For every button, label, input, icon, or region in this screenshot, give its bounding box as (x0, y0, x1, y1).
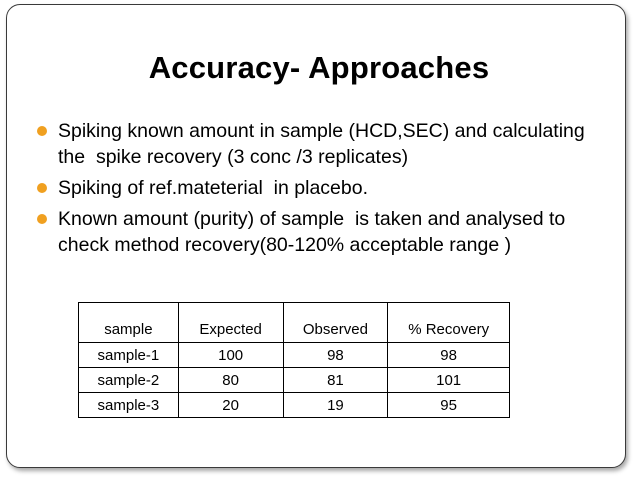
table-cell: 80 (178, 368, 283, 393)
bullet-dot-icon (37, 183, 47, 193)
table-header-row (79, 303, 510, 343)
table-cell: 95 (388, 393, 510, 418)
table-cell: sample-1 (79, 343, 179, 368)
table-cell: 98 (388, 343, 510, 368)
table-row (79, 393, 510, 418)
bullet-item (36, 175, 596, 201)
table-cell: sample-2 (79, 368, 179, 393)
bullet-dot-icon (37, 126, 47, 136)
bullet-text: Spiking of ref.mateterial in placebo. (58, 177, 369, 199)
table-cell: sample-3 (79, 393, 179, 418)
column-header-recovery: % Recovery (388, 303, 510, 343)
column-header-sample: sample (79, 303, 179, 343)
table-row (79, 368, 510, 393)
table-cell: 100 (178, 343, 283, 368)
bullet-text: Spiking known amount in sample (HCD,SEC) and calculating the spike recovery (3 conc /3 replicates) (58, 120, 591, 168)
slide-title: Accuracy- Approaches (148, 50, 490, 85)
column-header-expected: Expected (178, 303, 283, 343)
bullet-list (36, 118, 596, 263)
table-row (79, 343, 510, 368)
table-cell: 101 (388, 368, 510, 393)
bullet-item (36, 118, 596, 170)
bullet-text: Known amount (purity) of sample is taken and analysed to check method recovery(80-120% acceptable range ) (58, 208, 571, 256)
bullet-dot-icon (37, 214, 47, 224)
table-cell: 20 (178, 393, 283, 418)
bullet-item (36, 206, 596, 258)
recovery-table (78, 302, 510, 418)
table-cell: 19 (283, 393, 388, 418)
column-header-observed: Observed (283, 303, 388, 343)
table-cell: 98 (283, 343, 388, 368)
table-cell: 81 (283, 368, 388, 393)
